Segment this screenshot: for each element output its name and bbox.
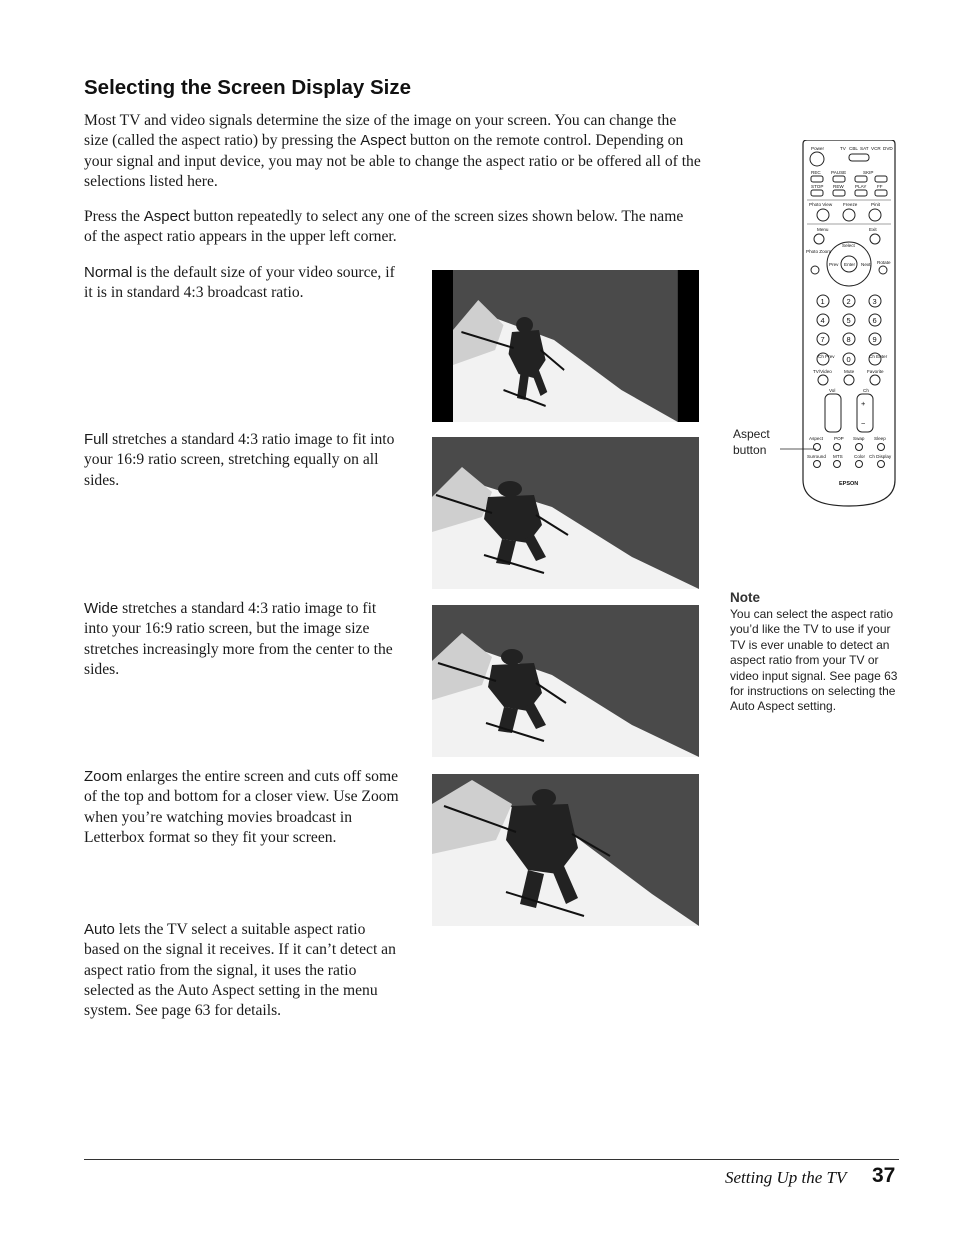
svg-text:TV/Video: TV/Video [813, 369, 832, 374]
svg-text:Ch Display: Ch Display [869, 454, 892, 459]
footer-section-title: Setting Up the TV [725, 1168, 847, 1187]
aspect-keyword: Aspect [143, 208, 190, 225]
svg-text:Ch Prev: Ch Prev [818, 354, 835, 359]
svg-text:POP: POP [834, 436, 844, 441]
svg-text:6: 6 [872, 316, 877, 325]
footer-rule [84, 1159, 899, 1160]
svg-text:0: 0 [846, 355, 851, 364]
svg-text:SKIP: SKIP [863, 170, 874, 175]
svg-text:Surround: Surround [807, 454, 826, 459]
svg-text:TV: TV [840, 146, 846, 151]
svg-text:Mute: Mute [844, 369, 855, 374]
mode-name: Normal [84, 264, 133, 281]
svg-text:VCR: VCR [871, 146, 881, 151]
svg-text:PLAY: PLAY [855, 184, 867, 189]
svg-text:Aspect: Aspect [809, 436, 824, 441]
svg-text:Exit: Exit [869, 227, 877, 232]
callout-leader-line [780, 440, 820, 460]
svg-text:FF: FF [877, 184, 883, 189]
svg-text:PAUSE: PAUSE [831, 170, 847, 175]
page-number: 37 [872, 1164, 896, 1187]
svg-text:EPSON: EPSON [839, 481, 859, 487]
svg-text:Rotate: Rotate [877, 260, 891, 265]
svg-text:Vol: Vol [829, 388, 836, 393]
svg-text:8: 8 [846, 335, 851, 344]
wide-mode-image [432, 605, 699, 757]
svg-text:Photo View: Photo View [809, 202, 833, 207]
page-heading: Selecting the Screen Display Size [84, 76, 411, 99]
intro-paragraph: Most TV and video signals determine the size of the image on your screen. You can change the size (called the aspect ratio) by pressing the Aspect button on the remote control. Depending on your signal and input device, you may not be able to change the aspect ratio or be offered all of the selections listed here. [84, 112, 701, 190]
svg-text:Color: Color [854, 454, 865, 459]
svg-text:CBL: CBL [849, 146, 858, 151]
mode-wide-description: Wide stretches a standard 4:3 ratio image to fit into your 16:9 ratio screen, but the image size stretches increasingly more from the center to the sides. [84, 600, 393, 678]
mode-full-description: Full stretches a standard 4:3 ratio image to fit into your 16:9 ratio screen, stretching equally on all sides. [84, 431, 395, 489]
normal-mode-image [432, 270, 699, 422]
mode-name: Auto [84, 921, 115, 938]
svg-text:Swap: Swap [853, 436, 865, 441]
svg-text:Power: Power [811, 146, 825, 151]
svg-text:1: 1 [820, 297, 825, 306]
svg-text:Ch: Ch [863, 388, 869, 393]
svg-text:Next: Next [861, 262, 871, 267]
svg-text:Enter: Enter [844, 262, 855, 267]
svg-text:Photo Zoom: Photo Zoom [806, 249, 832, 254]
svg-text:Sleep: Sleep [874, 436, 886, 441]
svg-text:SAT: SAT [860, 146, 869, 151]
aspect-keyword: Aspect [360, 132, 407, 150]
svg-text:Favorite: Favorite [867, 369, 884, 374]
svg-text:STOP: STOP [811, 184, 824, 189]
svg-text:Menu: Menu [817, 227, 829, 232]
full-mode-image [432, 437, 699, 589]
svg-text:Select: Select [842, 243, 855, 248]
svg-text:2: 2 [846, 297, 851, 306]
svg-text:Freeze: Freeze [843, 202, 858, 207]
svg-text:Pinit: Pinit [871, 202, 880, 207]
svg-text:+: + [861, 399, 866, 408]
mode-normal-description: Normal is the default size of your video source, if it is in standard 4:3 broadcast ratio. [84, 264, 395, 302]
mode-name: Wide [84, 600, 119, 617]
mode-name: Zoom [84, 768, 123, 785]
mode-auto-description: Auto lets the TV select a suitable aspect ratio based on the signal it receives. If it can’t detect an aspect ratio from the signal, it uses the ratio selected as the Auto Aspect setting in the menu system. See page 63 for details. [84, 921, 396, 1020]
svg-text:Prev: Prev [829, 262, 839, 267]
zoom-mode-image [432, 774, 699, 926]
svg-text:REW: REW [833, 184, 844, 189]
aspect-button-callout: Aspect button [733, 427, 770, 457]
svg-text:DVD: DVD [883, 146, 893, 151]
svg-text:9: 9 [872, 335, 877, 344]
svg-text:REC: REC [811, 170, 821, 175]
svg-text:MTS: MTS [833, 454, 843, 459]
svg-text:−: − [861, 419, 866, 428]
svg-text:3: 3 [872, 297, 877, 306]
svg-text:7: 7 [820, 335, 825, 344]
svg-text:4: 4 [820, 316, 825, 325]
note-body: You can select the aspect ratio you’d like the TV to use if your TV is ever unable to detect an aspect ratio from your TV or video input signal. See page 63 for instructions on selecting the Auto Aspect setting. [730, 607, 898, 714]
svg-text:Ch Enter: Ch Enter [869, 354, 888, 359]
mode-name: Full [84, 431, 109, 448]
mode-zoom-description: Zoom enlarges the entire screen and cuts off some of the top and bottom for a closer view. Use Zoom when you’re watching movies broadcast in Letterbox format so they fit your screen. [84, 768, 399, 846]
svg-text:5: 5 [846, 316, 851, 325]
press-paragraph: Press the Aspect button repeatedly to select any one of the screen sizes shown below. The name of the aspect ratio appears in the upper left corner. [84, 208, 684, 246]
note-title: Note [730, 590, 760, 605]
